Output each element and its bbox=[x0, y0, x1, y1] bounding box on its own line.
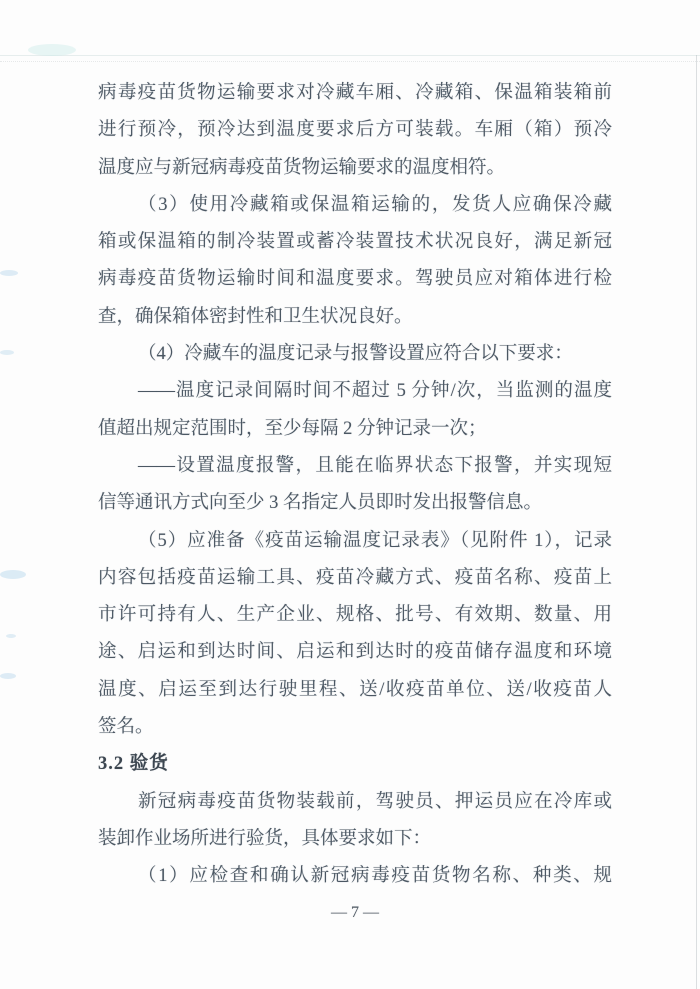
text-line: 签名。 bbox=[98, 717, 154, 738]
text-line: （3）使用冷藏箱或保温箱运输的，发货人应确保冷藏 bbox=[138, 194, 612, 215]
page-number: — 7 — bbox=[331, 904, 379, 921]
text-line: 箱或保温箱的制冷装置或蓄冷装置技术状况良好，满足新冠 bbox=[98, 232, 612, 253]
scan-smudge bbox=[0, 570, 26, 579]
scan-smudge bbox=[6, 634, 16, 638]
text-line: ——设置温度报警，且能在临界状态下报警，并实现短 bbox=[138, 455, 612, 476]
document-body bbox=[98, 75, 612, 896]
text-line: 病毒疫苗货物运输时间和温度要求。驾驶员应对箱体进行检 bbox=[98, 269, 612, 290]
text-line: （4）冷藏车的温度记录与报警设置应符合以下要求： bbox=[138, 344, 573, 365]
scan-artifact-hline bbox=[0, 55, 700, 56]
text-line: 进行预冷，预冷达到温度要求后方可装载。车厢（箱）预冷 bbox=[98, 120, 612, 141]
text-line: 装卸作业场所进行验货，具体要求如下： bbox=[98, 828, 432, 849]
text-line: 值超出规定范围时，至少每隔 2 分钟记录一次； bbox=[98, 418, 487, 439]
text-line: 病毒疫苗货物运输要求对冷藏车厢、冷藏箱、保温箱装箱前 bbox=[98, 83, 612, 103]
text-line: 市许可持有人、生产企业、规格、批号、有效期、数量、用 bbox=[98, 605, 612, 626]
text-line: ——温度记录间隔时间不超过 5 分钟/次，当监测的温度 bbox=[138, 381, 612, 402]
text-line: 查，确保箱体密封性和卫生状况良好。 bbox=[98, 306, 413, 327]
text-line: （1）应检查和确认新冠病毒疫苗货物名称、种类、规 bbox=[138, 866, 612, 887]
scan-artifact-hline-dotted bbox=[0, 61, 700, 62]
scan-artifact-vline bbox=[696, 55, 697, 989]
scan-smudge bbox=[0, 673, 16, 679]
section-heading: 3.2 验货 bbox=[98, 754, 169, 775]
text-line: 途、启运和到达时间、启运和到达时的疫苗储存温度和环境 bbox=[98, 642, 612, 663]
scan-smudge bbox=[0, 270, 18, 276]
text-line: 信等通讯方式向至少 3 名指定人员即时发出报警信息。 bbox=[98, 493, 543, 514]
scan-smudge bbox=[28, 44, 76, 56]
text-line: 内容包括疫苗运输工具、疫苗冷藏方式、疫苗名称、疫苗上 bbox=[98, 567, 612, 588]
text-line: 温度应与新冠病毒疫苗货物运输要求的温度相符。 bbox=[98, 157, 506, 178]
text-line: 温度、启运至到达行驶里程、送/收疫苗单位、送/收疫苗人 bbox=[98, 679, 612, 700]
text-line: 新冠病毒疫苗货物装载前，驾驶员、押运员应在冷库或 bbox=[138, 791, 612, 812]
text-line: （5）应准备《疫苗运输温度记录表》（见附件 1），记录 bbox=[138, 530, 612, 551]
scan-smudge bbox=[0, 350, 14, 355]
